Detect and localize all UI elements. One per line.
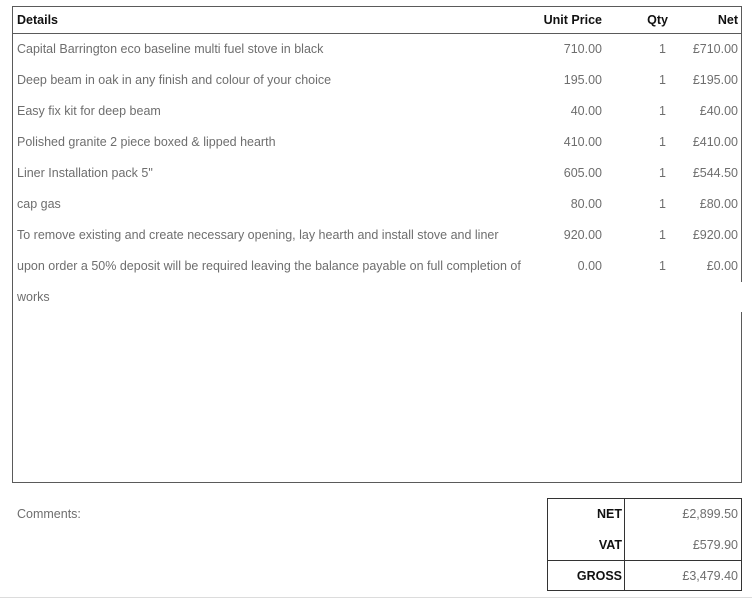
row-details: cap gas	[17, 197, 61, 211]
row-details: Deep beam in oak in any finish and colour of your choice	[17, 73, 332, 87]
row-details: To remove existing and create necessary opening, lay hearth and install stove and liner	[17, 228, 499, 242]
row-net: £0.00	[706, 259, 738, 273]
row-details-continued: works	[17, 290, 50, 304]
row-net: £710.00	[692, 42, 738, 56]
row-qty: 1	[659, 73, 666, 87]
row-net: £410.00	[692, 135, 738, 149]
totals-divider-vertical	[624, 499, 625, 590]
totals-table	[547, 498, 742, 591]
row-net: £195.00	[692, 73, 738, 87]
column-header-net: Net	[717, 13, 738, 27]
line-items-table	[12, 6, 742, 483]
row-unit-price: 80.00	[570, 197, 602, 211]
table-row	[13, 197, 741, 217]
row-net: £920.00	[692, 228, 738, 242]
totals-divider-horizontal	[548, 560, 741, 561]
page-bottom-divider	[0, 597, 752, 598]
row-unit-price: 195.00	[563, 73, 602, 87]
row-details: Polished granite 2 piece boxed & lipped hearth	[17, 135, 276, 149]
row-qty: 1	[659, 42, 666, 56]
column-header-details: Details	[17, 13, 58, 27]
row-qty: 1	[659, 135, 666, 149]
row-net: £80.00	[699, 197, 738, 211]
row-unit-price: 605.00	[563, 166, 602, 180]
table-row	[13, 228, 741, 248]
table-row	[13, 73, 741, 93]
vat-total-value: £579.90	[692, 538, 738, 552]
row-net: £544.50	[692, 166, 738, 180]
gross-total-value: £3,479.40	[682, 569, 738, 583]
row-qty: 1	[659, 104, 666, 118]
row-details: Capital Barrington eco baseline multi fuel stove in black	[17, 42, 324, 56]
net-total-value: £2,899.50	[682, 507, 738, 521]
row-qty: 1	[659, 228, 666, 242]
row-unit-price: 40.00	[570, 104, 602, 118]
column-header-unit-price: Unit Price	[543, 13, 602, 27]
row-details: Liner Installation pack 5"	[17, 166, 153, 180]
table-row	[13, 104, 741, 124]
border-gap	[739, 282, 743, 312]
table-row	[13, 259, 741, 279]
row-unit-price: 410.00	[563, 135, 602, 149]
table-row	[13, 135, 741, 155]
comments-label: Comments:	[17, 507, 81, 521]
row-details: upon order a 50% deposit will be required leaving the balance payable on full completion of	[17, 259, 521, 273]
row-unit-price: 710.00	[563, 42, 602, 56]
row-unit-price: 920.00	[563, 228, 602, 242]
row-details: Easy fix kit for deep beam	[17, 104, 161, 118]
gross-total-label: GROSS	[576, 569, 622, 583]
row-qty: 1	[659, 259, 666, 273]
row-qty: 1	[659, 197, 666, 211]
table-row-continuation	[13, 290, 741, 310]
row-qty: 1	[659, 166, 666, 180]
row-net: £40.00	[699, 104, 738, 118]
table-row	[13, 166, 741, 186]
table-row	[13, 42, 741, 62]
net-total-label: NET	[597, 507, 622, 521]
vat-total-label: VAT	[598, 538, 622, 552]
table-header	[13, 7, 741, 34]
row-unit-price: 0.00	[577, 259, 602, 273]
column-header-qty: Qty	[647, 13, 668, 27]
